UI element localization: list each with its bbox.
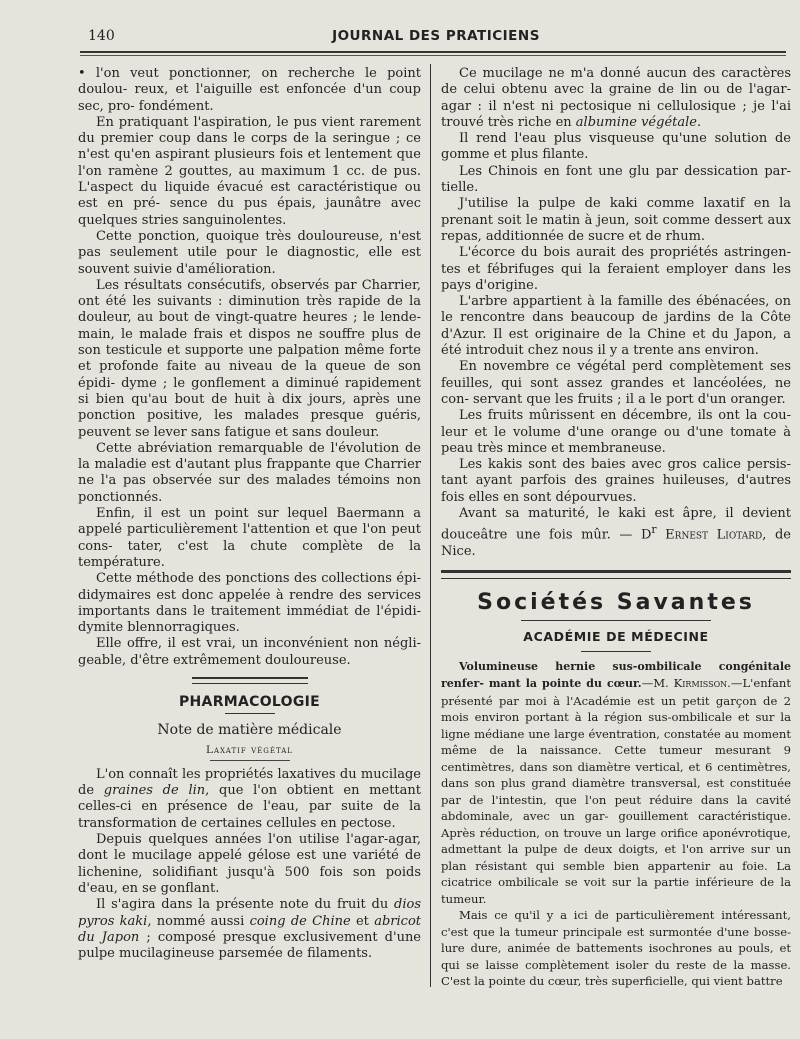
title-rule	[521, 620, 711, 621]
report-heading: Volumineuse hernie sus-ombilicale congénitale renfer- mant la pointe du cœur.	[441, 659, 791, 691]
italic-term: dios pyros kaki	[78, 897, 421, 929]
title-rule	[225, 713, 275, 714]
paragraph	[78, 767, 421, 832]
page-header	[88, 28, 784, 52]
text-run: et	[350, 913, 375, 929]
text-run: L'on connaît les propriétés laxatives du mucilage de	[78, 766, 421, 799]
subtitle-rule	[210, 760, 290, 761]
text-run: .	[696, 114, 702, 130]
text-run: , nommé aussi	[147, 913, 250, 929]
section-title-societes-savantes: Sociétés Savantes	[477, 590, 755, 616]
italic-term: coing de Chine	[249, 913, 351, 929]
text-run: —M.	[641, 676, 674, 691]
paragraph: En novembre ce végétal perd complètement ses feuilles, qui sont assez grandes et lancéolées, ne con- servant que les fruits ; il a le port d'un oranger.	[441, 359, 791, 407]
paragraph: L'arbre appartient à la famille des ébénacées, on le rencontre dans beaucoup de jardins de la Côte d'Azur. Il est originaire de la Chine et du Japon, a été introduit chez nous il y a trente ans environ.	[441, 294, 791, 359]
paragraph: L'écorce du bois aurait des propriétés astringen- tes et fébrifuges qui la feraient employer dans les pays d'origine.	[441, 245, 791, 293]
paragraph	[441, 66, 791, 131]
paragraph: Mais ce qu'il y a ici de particulièrement intéressant, c'est que la tumeur principale est surmontée d'une bosse- lure dure, animée de battements isochrones au pouls, et qui se laisse complètement isoler du reste de la masse. C'est la pointe du cœur, très superficielle, qui vient battre	[441, 908, 791, 989]
paragraph: Elle offre, il est vrai, un inconvénient non négli- geable, d'être extrêmement douloureuse.	[78, 636, 421, 668]
paragraph: J'utilise la pulpe de kaki comme laxatif en la prenant soit le matin à jeun, soit comme dessert aux repas, additionnée de sucre et de rhum.	[441, 196, 791, 244]
paragraph: Cette méthode des ponctions des collections épi- didymaires est donc appelée à rendre des services importants dans le traitement immédiat de l'épidi- dymite blennorragiques.	[78, 571, 421, 636]
paragraph	[441, 658, 791, 908]
section-title-pharmacologie: PHARMACOLOGIE	[178, 693, 321, 710]
text-run: .—L'enfant présenté par moi à l'Académie est un petit garçon de 2 mois environ portant à la région sus-ombilicale et sur la ligne médiane une large éventration, constatée au moment même de la naissance. Cette tumeur mesurant 9 centimètres, dans son diamètre vertical, et 6 centimètres, dans son plus grand diamètre transversal, est constituée par de l'intestin, que l'on peut réduire dans la cavité abdominale, avec un gar- gouillement caractéristique. Après réduction, on trouve un large orifice aponévrotique, admettant la pulpe de deux doigts, et l'on arrive sur un plan résistant qui semble bien appartenir au foie. La cicatrice ombilicale se voit sur la partie inférieure de la tumeur.	[441, 676, 791, 906]
article-subtitle: Laxatif végétal	[206, 743, 293, 756]
paragraph: Les résultats consécutifs, observés par Charrier, ont été les suivants : diminution très rapide de la douleur, au bout de vingt-quatre heures ; le lende- main, le malade frais et dispos ne souffre plus de son testicule et supporte une palpation même forte et profonde faite au niveau de la queue de son épidi- dyme ; le gonflement a diminué rapidement si bien qu'au bout de huit à dix jours, après une ponction positive, les malades presque guéris, peuvent se lever sans fatigue et sans douleur.	[78, 277, 421, 440]
journal-title: JOURNAL DES PRATICIENS	[332, 28, 540, 44]
text-run: , de Nice.	[441, 527, 791, 559]
paragraph: • l'on veut ponctionner, on recherche le point doulou- reux, et l'aiguille est enfoncée d'un coup sec, pro- fondément.	[78, 66, 421, 114]
subtitle-rule	[581, 651, 651, 652]
author-name: Ernest Liotard	[656, 527, 763, 543]
paragraph: Il rend l'eau plus visqueuse qu'une solution de gomme et plus filante.	[441, 131, 791, 163]
italic-term: albumine végétale	[575, 114, 697, 130]
paragraph: Cette abréviation remarquable de l'évolution de la maladie est d'autant plus frappante que Charrier ne l'a pas observée sur des malades témoins non ponctionnés.	[78, 440, 421, 505]
article-title: Note de matière médicale	[157, 722, 342, 739]
section-separator	[441, 570, 791, 579]
italic-term: abricot du Japon	[78, 913, 421, 945]
paragraph	[441, 506, 791, 560]
text-run: , que l'on obtient en mettant celles-ci en présence de l'eau, par suite de la transformation de certaines cellules en pectose.	[78, 783, 421, 831]
paragraph: Les Chinois en font une glu par dessication par- tielle.	[441, 163, 791, 196]
text-run: ; composé presque exclusivement d'une pulpe mucilagineuse parsemée de filaments.	[78, 929, 422, 962]
paragraph: Depuis quelques années l'on utilise l'agar-agar, dont le mucilage appelé gélose est une variété de lichenine, solidifiant jusqu'à 500 fois son poids d'eau, en se gonflant.	[78, 832, 421, 896]
subsection-title-academie: ACADÉMIE DE MÉDECINE	[523, 628, 709, 644]
paragraph	[78, 897, 421, 962]
text-run: Ce mucilage ne m'a donné aucun des caractères de celui obtenu avec la graine de lin ou de l'agar- agar : il n'est ni pectosique ni cellulosique ; je l'ai trouvé très riche en	[441, 66, 791, 130]
header-rule	[80, 51, 786, 56]
paragraph: Enfin, il est un point sur lequel Baermann a appelé particulièrement l'attention et que l'on peut cons- tater, c'est la chute complète de la température.	[78, 506, 421, 570]
paragraph: Les kakis sont des baies avec gros calice persis- tant ayant parfois des graines huileuses, d'autres fois elles en sont dépourvues.	[441, 457, 791, 505]
text-run: Avant sa maturité, le kaki est âpre, il devient douceâtre une fois mûr. — D	[441, 506, 791, 543]
superscript: r	[651, 523, 657, 537]
page-number: 140	[88, 28, 115, 44]
text-run: Il s'agira dans la présente note du fruit du	[96, 897, 395, 913]
column-divider	[430, 64, 431, 987]
left-column	[78, 66, 421, 962]
paragraph: Les fruits mûrissent en décembre, ils ont la cou- leur et le volume d'une orange ou d'une tomate à peau très mince et membraneuse.	[441, 408, 791, 456]
paragraph: En pratiquant l'aspiration, le pus vient rarement du premier coup dans le corps de la seringue ; ce n'est qu'en aspirant plusieurs fois et lentement que l'on ramène 2 gouttes, au maximum 1 cc. de pus. L'aspect du liquide évacué est caractéristique ou est en pré- sence du pus épais, jaunâtre avec quelques stries sanguinolentes.	[78, 114, 421, 228]
italic-term: graines de lin	[103, 783, 206, 799]
right-column	[441, 66, 791, 990]
author-name: Kirmisson	[673, 676, 728, 691]
section-separator	[192, 677, 308, 684]
report-body	[441, 658, 791, 990]
paragraph: Cette ponction, quoique très douloureuse, n'est pas seulement utile pour le diagnostic, elle est souvent suivie d'amélioration.	[78, 228, 421, 277]
